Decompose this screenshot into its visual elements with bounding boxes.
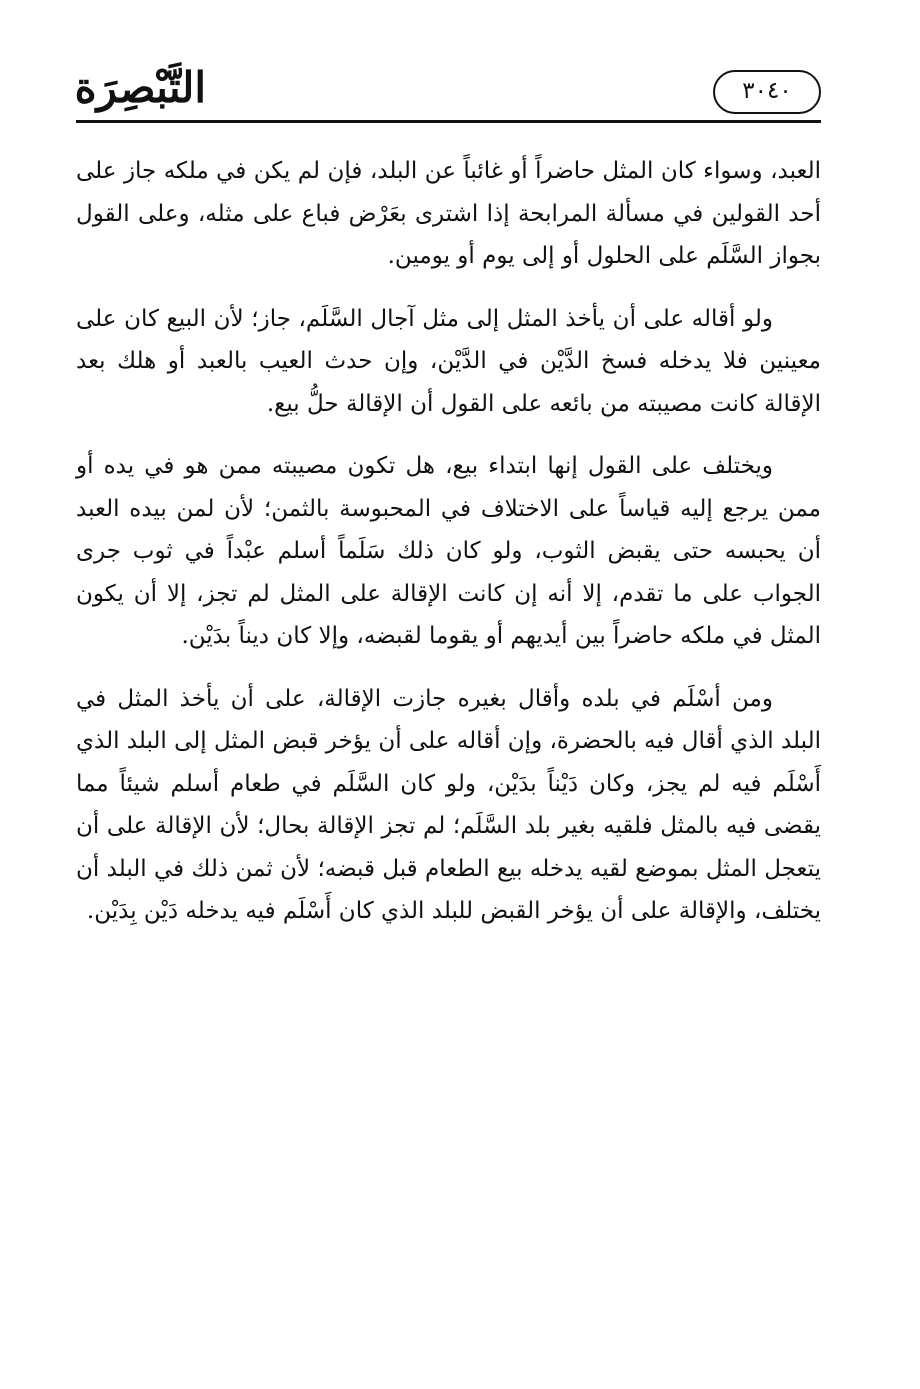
book-title: التَّبْصِرَة: [74, 63, 206, 112]
paragraph-4: ومن أسْلَم في بلده وأقال بغيره جازت الإقالة، على أن يأخذ المثل في البلد الذي أقال فيه بالحضرة، وإن أقاله على أن يؤخر قبض المثل إلى البلد الذي أَسْلَم فيه لم يجز، وكان دَيْناً بدَيْن، ولو كان السَّلَم في طعام أسلم شيئاً مما يقضى فيه بالمثل فلقيه بغير بلد السَّلَم؛ لم تجز الإقالة بحال؛ لأن الإقالة على أن يتعجل المثل بموضع لقيه يدخله بيع الطعام قبل قبضه؛ لأن ثمن ذلك في البلد أن يختلف، والإقالة على أن يؤخر القبض للبلد الذي كان أَسْلَم فيه يدخله دَيْن بِدَيْن.: [76, 685, 821, 924]
page-body: [76, 150, 821, 953]
paragraph-2: ولو أقاله على أن يأخذ المثل إلى مثل آجال السَّلَم، جاز؛ لأن البيع كان على معينين فلا يدخله فسخ الدَّيْن في الدَّيْن، وإن حدث العيب بالعبد أو هلك بعد الإقالة كانت مصيبته من بائعه على القول أن الإقالة حلُّ بيع.: [76, 305, 821, 417]
page-number: ٣٠٤٠: [713, 70, 821, 114]
paragraph-1: العبد، وسواء كان المثل حاضراً أو غائباً عن البلد، فإن لم يكن في ملكه جاز على أحد القولين في مسألة المرابحة إذا اشترى بعَرْض فباع على مثله، وعلى القول بجواز السَّلَم على الحلول أو إلى يوم أو يومين.: [76, 158, 821, 269]
paragraph-3: ويختلف على القول إنها ابتداء بيع، هل تكون مصيبته ممن هو في يده أو ممن يرجع إليه قياساً على الاختلاف في المحبوسة بالثمن؛ لأن لمن بيده العبد أن يحبسه حتى يقبض الثوب، ولو كان ذلك سَلَماً أسلم عبْداً في ثوب جرى الجواب على ما تقدم، إلا أنه إن كانت الإقالة على المثل لم تجز، إلا أن يكون المثل في ملكه حاضراً بين أيديهم أو يقوما لقبضه، وإلا كان ديناً بدَيْن.: [76, 453, 821, 649]
header-divider: [76, 120, 821, 123]
page-header: [76, 58, 821, 128]
